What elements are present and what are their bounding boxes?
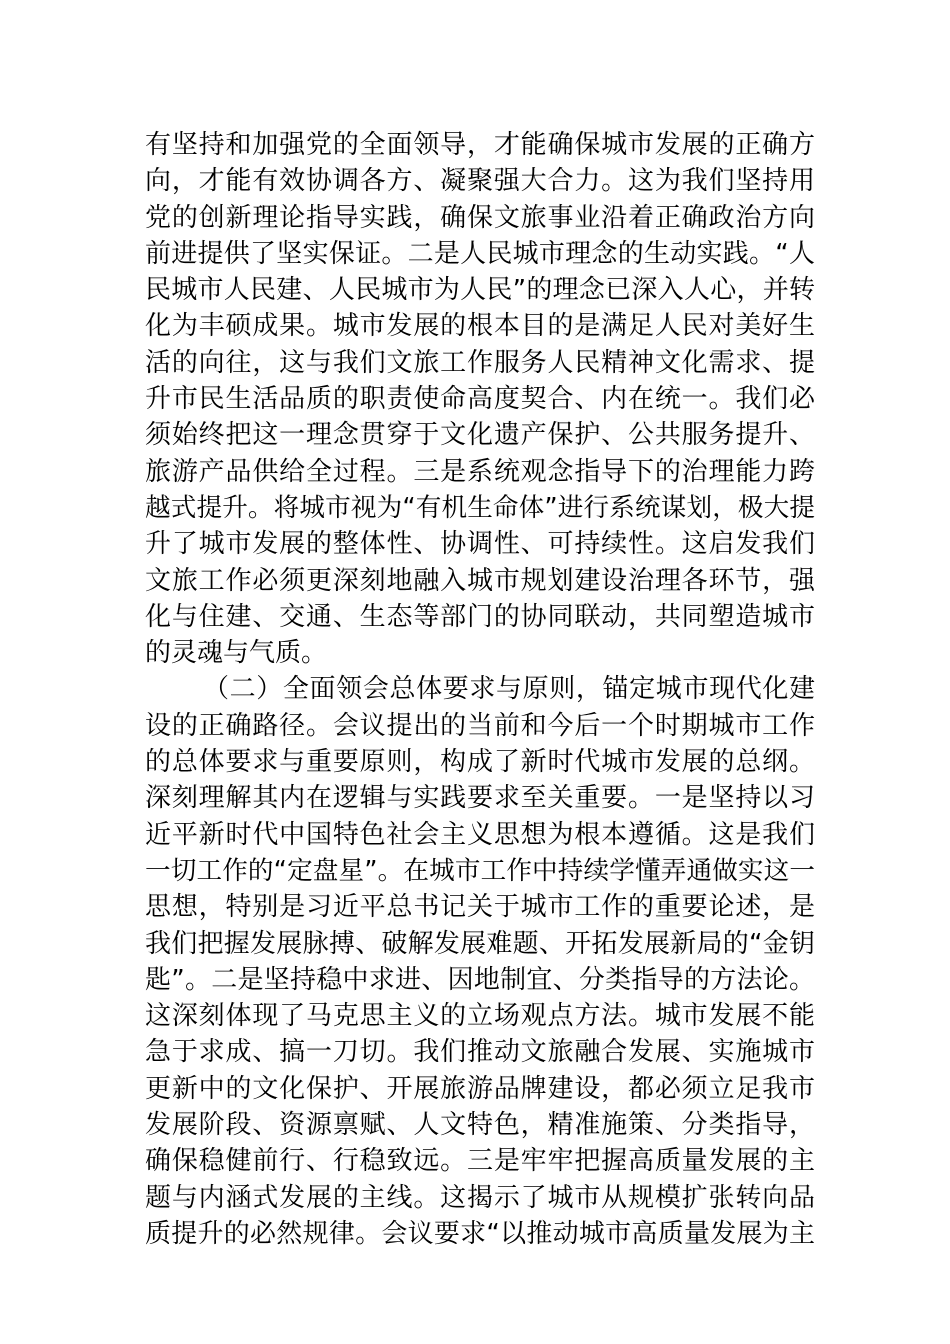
text-line: 急于求成、搞一刀切。我们推动文旅融合发展、实施城市 (145, 1037, 815, 1068)
text-line: 升了城市发展的整体性、协调性、可持续性。这启发我们 (145, 529, 815, 560)
text-line: 深刻理解其内在逻辑与实践要求至关重要。一是坚持以习 (145, 783, 815, 814)
text-line: 前进提供了坚实保证。二是人民城市理念的生动实践。“人 (145, 238, 815, 269)
text-line: 越式提升。将城市视为“有机生命体”进行系统谋划，极大提 (145, 492, 815, 523)
text-line: 我们把握发展脉搏、破解发展难题、开拓发展新局的“金钥 (145, 928, 815, 959)
text-line: 向，才能有效协调各方、凝聚强大合力。这为我们坚持用 (145, 166, 815, 197)
body-text (145, 127, 815, 1252)
text-line: 升市民生活品质的职责使命高度契合、内在统一。我们必 (145, 384, 815, 415)
text-line: 思想，特别是习近平总书记关于城市工作的重要论述，是 (145, 892, 815, 923)
text-line: 一切工作的“定盘星”。在城市工作中持续学懂弄通做实这一 (145, 855, 815, 886)
text-line: 的总体要求与重要原则，构成了新时代城市发展的总纲。 (145, 747, 815, 778)
text-line: 更新中的文化保护、开展旅游品牌建设，都必须立足我市 (145, 1073, 815, 1104)
text-line: 文旅工作必须更深刻地融入城市规划建设治理各环节，强 (145, 565, 815, 596)
text-line: 设的正确路径。会议提出的当前和今后一个时期城市工作 (145, 710, 815, 741)
section-heading-line: （二）全面领会总体要求与原则，锚定城市现代化建 (203, 674, 815, 705)
text-line: 匙”。二是坚持稳中求进、因地制宜、分类指导的方法论。 (145, 964, 815, 995)
paragraph-end-line: 的灵魂与气质。 (145, 638, 328, 669)
text-line: 化为丰硕成果。城市发展的根本目的是满足人民对美好生 (145, 311, 815, 342)
text-line: 发展阶段、资源禀赋、人文特色，精准施策、分类指导， (145, 1110, 815, 1141)
text-line: 党的创新理论指导实践，确保文旅事业沿着正确政治方向 (145, 202, 815, 233)
text-line: 民城市人民建、人民城市为人民”的理念已深入人心，并转 (145, 275, 815, 306)
text-line: 化与住建、交通、生态等部门的协同联动，共同塑造城市 (145, 601, 815, 632)
text-line: 质提升的必然规律。会议要求“以推动城市高质量发展为主 (145, 1218, 815, 1249)
text-line: 题与内涵式发展的主线。这揭示了城市从规模扩张转向品 (145, 1182, 815, 1213)
text-line: 有坚持和加强党的全面领导，才能确保城市发展的正确方 (145, 130, 815, 160)
text-line: 须始终把这一理念贯穿于文化遗产保护、公共服务提升、 (145, 420, 815, 451)
text-line: 旅游产品供给全过程。三是系统观念指导下的治理能力跨 (145, 456, 815, 487)
text-line: 确保稳健前行、行稳致远。三是牢牢把握高质量发展的主 (145, 1146, 815, 1177)
text-line: 近平新时代中国特色社会主义思想为根本遵循。这是我们 (145, 819, 815, 850)
text-line: 这深刻体现了马克思主义的立场观点方法。城市发展不能 (145, 1001, 815, 1032)
text-line: 活的向往，这与我们文旅工作服务人民精神文化需求、提 (145, 347, 815, 378)
